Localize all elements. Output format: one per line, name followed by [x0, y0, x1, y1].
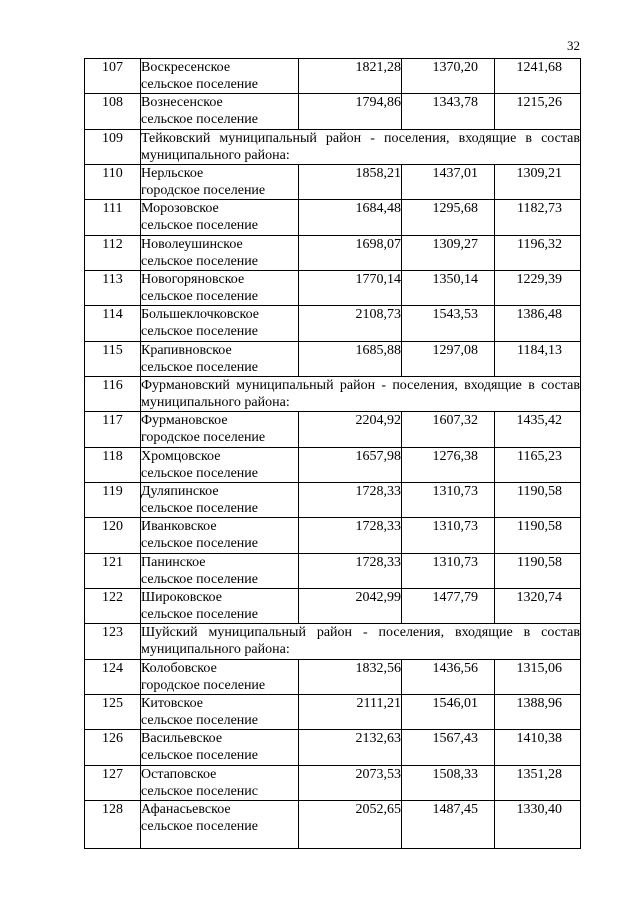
settlement-name-line1: Иванковское — [141, 519, 217, 534]
value-cell-2: 1567,43 — [402, 730, 495, 766]
table-row — [85, 695, 581, 730]
row-number: 124 — [85, 660, 141, 695]
settlement-name-line1: Остаповское — [141, 767, 217, 782]
settlement-name-line1: Крапивновское — [141, 343, 232, 358]
value-cell-1: 1685,88 — [299, 342, 402, 377]
table-row — [85, 448, 581, 483]
settlement-name — [141, 730, 299, 766]
settlement-name — [141, 695, 299, 730]
settlement-name — [141, 200, 299, 236]
row-number: 120 — [85, 518, 141, 554]
row-number: 128 — [85, 801, 141, 849]
settlement-type-line2: сельское поселение — [141, 324, 258, 339]
settlement-type-line2: сельское поселение — [141, 536, 258, 551]
value-cell-3: 1190,58 — [495, 518, 581, 554]
value-cell-2: 1487,45 — [402, 801, 495, 849]
value-cell-3: 1196,32 — [495, 236, 581, 271]
value-cell-1: 1698,07 — [299, 236, 402, 271]
value-cell-1: 2204,92 — [299, 412, 402, 448]
table-row — [85, 801, 581, 849]
value-cell-1: 1684,48 — [299, 200, 402, 236]
settlement-name — [141, 271, 299, 306]
value-cell-1: 2042,99 — [299, 589, 402, 624]
value-cell-1: 1657,98 — [299, 448, 402, 483]
settlement-type-line2: сельское поселение — [141, 218, 258, 233]
settlement-name-line1: Афанасьевское — [141, 802, 231, 817]
settlement-name — [141, 554, 299, 589]
value-cell-3: 1215,26 — [495, 94, 581, 130]
settlement-name-line1: Морозовское — [141, 201, 219, 216]
value-cell-2: 1309,27 — [402, 236, 495, 271]
settlement-name — [141, 59, 299, 94]
value-cell-2: 1310,73 — [402, 554, 495, 589]
row-number: 127 — [85, 766, 141, 801]
value-cell-3: 1320,74 — [495, 589, 581, 624]
table-row — [85, 554, 581, 589]
table-row — [85, 483, 581, 518]
row-number: 123 — [85, 624, 141, 660]
settlement-type-line2: сельское поселение — [141, 819, 258, 834]
value-cell-1: 1770,14 — [299, 271, 402, 306]
settlement-type-line2: сельское поселение — [141, 501, 258, 516]
district-header-row — [85, 130, 581, 165]
value-cell-1: 2132,63 — [299, 730, 402, 766]
value-cell-1: 2111,21 — [299, 695, 402, 730]
settlement-name-line1: Вознесенское — [141, 95, 223, 110]
table-row — [85, 200, 581, 236]
row-number: 114 — [85, 306, 141, 342]
value-cell-2: 1607,32 — [402, 412, 495, 448]
row-number: 125 — [85, 695, 141, 730]
settlement-name-line1: Воскресенское — [141, 60, 231, 75]
value-cell-3: 1435,42 — [495, 412, 581, 448]
district-header-row — [85, 377, 581, 412]
settlement-type-line2: сельское поселение — [141, 360, 258, 375]
settlement-type-line2: сельское поселение — [141, 607, 258, 622]
settlement-type-line2: сельское поселение — [141, 112, 258, 127]
value-cell-3: 1386,48 — [495, 306, 581, 342]
settlement-name-line1: Колобовское — [141, 661, 217, 676]
value-cell-2: 1546,01 — [402, 695, 495, 730]
value-cell-2: 1310,73 — [402, 518, 495, 554]
settlement-type-line2: сельское поселение — [141, 289, 258, 304]
value-cell-1: 2052,65 — [299, 801, 402, 849]
value-cell-2: 1310,73 — [402, 483, 495, 518]
value-cell-3: 1190,58 — [495, 554, 581, 589]
value-cell-2: 1543,53 — [402, 306, 495, 342]
district-header-row — [85, 624, 581, 660]
value-cell-2: 1350,14 — [402, 271, 495, 306]
row-number: 108 — [85, 94, 141, 130]
row-number: 119 — [85, 483, 141, 518]
settlement-type-line2: сельское поселение — [141, 713, 258, 728]
settlement-type-line2: сельское поселение — [141, 466, 258, 481]
settlement-type-line2: сельское поселение — [141, 572, 258, 587]
table-row — [85, 589, 581, 624]
value-cell-2: 1370,20 — [402, 59, 495, 94]
district-title: Фурмановский муниципальный район - поселения, входящие в состав муниципального района: — [141, 378, 580, 410]
page-number: 32 — [567, 38, 580, 53]
settlement-name — [141, 483, 299, 518]
settlement-type-line2: сельское поселение — [141, 254, 258, 269]
table-row — [85, 518, 581, 554]
settlement-type-line2: городское поселение — [141, 678, 266, 693]
value-cell-3: 1182,73 — [495, 200, 581, 236]
value-cell-3: 1388,96 — [495, 695, 581, 730]
row-number: 109 — [85, 130, 141, 165]
settlement-name-line1: Панинское — [141, 555, 206, 570]
table-row — [85, 94, 581, 130]
settlement-name-line1: Новолеушинское — [141, 237, 243, 252]
row-number: 113 — [85, 271, 141, 306]
settlement-name — [141, 306, 299, 342]
value-cell-2: 1343,78 — [402, 94, 495, 130]
value-cell-3: 1330,40 — [495, 801, 581, 849]
row-number: 126 — [85, 730, 141, 766]
row-number: 118 — [85, 448, 141, 483]
table-row — [85, 236, 581, 271]
settlement-name — [141, 165, 299, 200]
table-row — [85, 730, 581, 766]
value-cell-3: 1241,68 — [495, 59, 581, 94]
settlement-name-line1: Васильевское — [141, 731, 223, 746]
table-row — [85, 766, 581, 801]
value-cell-2: 1477,79 — [402, 589, 495, 624]
value-cell-2: 1436,56 — [402, 660, 495, 695]
row-number: 115 — [85, 342, 141, 377]
value-cell-1: 1794,86 — [299, 94, 402, 130]
table-row — [85, 660, 581, 695]
settlement-name — [141, 342, 299, 377]
row-number: 112 — [85, 236, 141, 271]
settlement-name-line1: Нерльское — [141, 166, 204, 181]
value-cell-2: 1437,01 — [402, 165, 495, 200]
value-cell-3: 1190,58 — [495, 483, 581, 518]
settlement-name-line1: Китовское — [141, 696, 203, 711]
settlement-name-line1: Дуляпинское — [141, 484, 219, 499]
district-title: Тейковский муниципальный район - поселения, входящие в состав муниципального района: — [141, 131, 580, 163]
value-cell-2: 1295,68 — [402, 200, 495, 236]
value-cell-1: 1858,21 — [299, 165, 402, 200]
settlement-name-line1: Новогоряновское — [141, 272, 245, 287]
settlement-type-line2: сельское поселенис — [141, 784, 258, 799]
value-cell-3: 1315,06 — [495, 660, 581, 695]
settlement-name — [141, 448, 299, 483]
district-title: Шуйский муниципальный район - поселения, входящие в состав муниципального района: — [141, 624, 581, 660]
tariff-table — [84, 58, 581, 849]
value-cell-3: 1165,23 — [495, 448, 581, 483]
value-cell-3: 1351,28 — [495, 766, 581, 801]
settlement-name — [141, 660, 299, 695]
value-cell-1: 1728,33 — [299, 554, 402, 589]
settlement-name — [141, 236, 299, 271]
settlement-name — [141, 412, 299, 448]
value-cell-1: 1832,56 — [299, 660, 402, 695]
table-row — [85, 412, 581, 448]
value-cell-3: 1229,39 — [495, 271, 581, 306]
row-number: 121 — [85, 554, 141, 589]
settlement-name-line1: Широковское — [141, 590, 222, 605]
settlement-name — [141, 766, 299, 801]
settlement-name-line1: Хромцовское — [141, 449, 221, 464]
value-cell-1: 2073,53 — [299, 766, 402, 801]
settlement-name — [141, 518, 299, 554]
row-number: 116 — [85, 377, 141, 412]
row-number: 111 — [85, 200, 141, 236]
settlement-name-line1: Фурмановское — [141, 413, 228, 428]
settlement-name — [141, 801, 299, 849]
table-row — [85, 342, 581, 377]
settlement-type-line2: городское поселение — [141, 183, 266, 198]
value-cell-3: 1309,21 — [495, 165, 581, 200]
settlement-name — [141, 94, 299, 130]
value-cell-2: 1508,33 — [402, 766, 495, 801]
settlement-name — [141, 589, 299, 624]
table-row — [85, 165, 581, 200]
value-cell-2: 1276,38 — [402, 448, 495, 483]
value-cell-3: 1410,38 — [495, 730, 581, 766]
value-cell-1: 2108,73 — [299, 306, 402, 342]
row-number: 117 — [85, 412, 141, 448]
row-number: 122 — [85, 589, 141, 624]
settlement-type-line2: сельское поселение — [141, 748, 258, 763]
settlement-type-line2: сельское поселение — [141, 77, 258, 92]
value-cell-3: 1184,13 — [495, 342, 581, 377]
value-cell-1: 1821,28 — [299, 59, 402, 94]
value-cell-1: 1728,33 — [299, 483, 402, 518]
row-number: 110 — [85, 165, 141, 200]
row-number: 107 — [85, 59, 141, 94]
value-cell-1: 1728,33 — [299, 518, 402, 554]
value-cell-2: 1297,08 — [402, 342, 495, 377]
settlement-type-line2: городское поселение — [141, 430, 266, 445]
table-row — [85, 271, 581, 306]
table-row — [85, 59, 581, 94]
settlement-name-line1: Большеклочковское — [141, 307, 259, 322]
table-row — [85, 306, 581, 342]
